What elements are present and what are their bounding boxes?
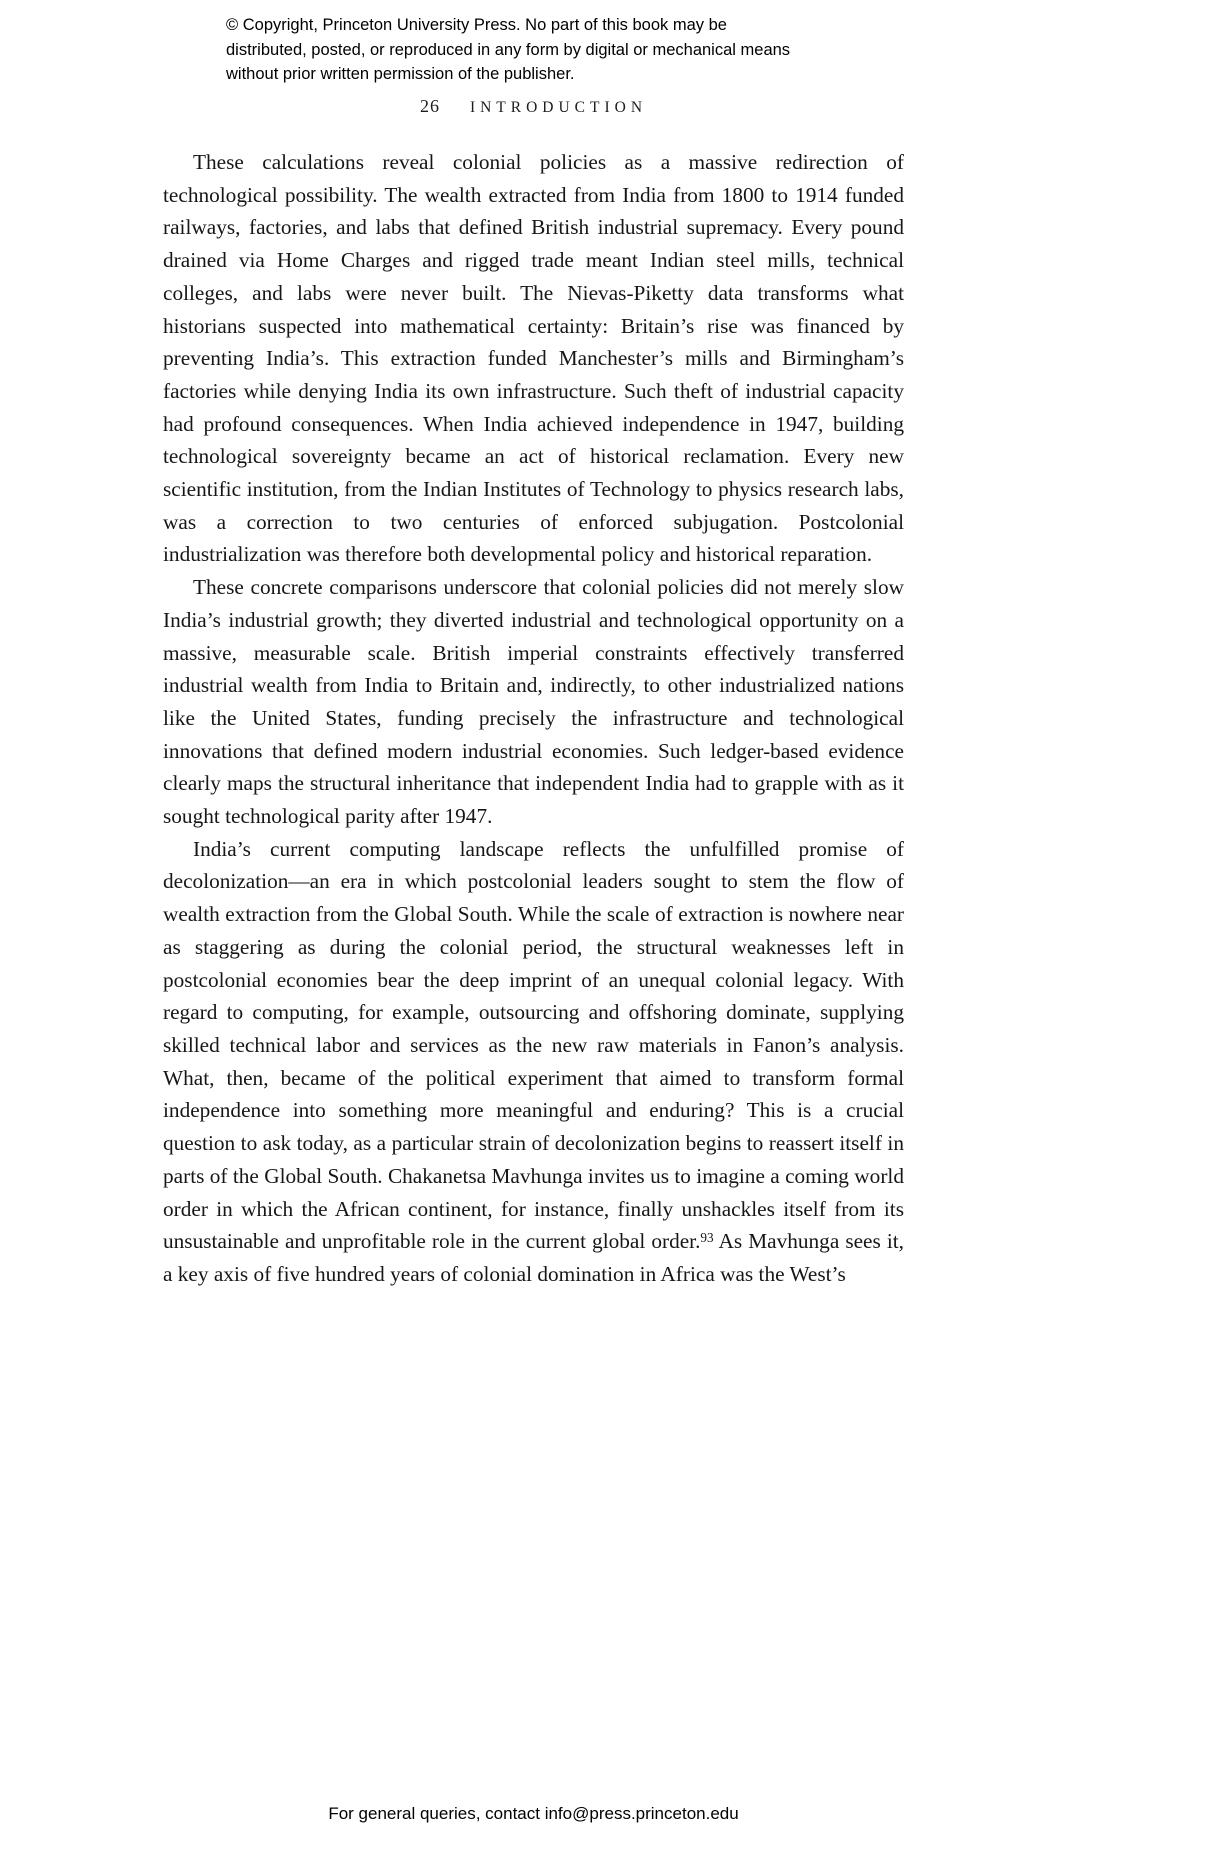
body-text [163,146,904,1291]
footnote-reference-93: 93 [700,1230,714,1246]
paragraph-3-text: India’s current computing landscape reflects the unfulfilled promise of decolonization—an era in which postcolonial leaders sought to stem the flow of wealth extraction from the Global South. While the scale of extraction is nowhere near as staggering as during the colonial period, the structural weaknesses left in postcolonial economies bear the deep imprint of an unequal colonial legacy. With regard to computing, for example, outsourcing and offshoring dominate, supplying skilled technical labor and services as the new raw materials in Fanon’s analysis. What, then, became of the political experiment that aimed to transform formal independence into something more meaningful and enduring? This is a crucial question to ask today, as a particular strain of decolonization begins to reassert itself in parts of the Global South. Chakanetsa Mavhunga invites us to imagine a coming world order in which the African continent, for instance, finally unshackles itself from its unsustainable and unprofitable role in the current global order. [163,836,904,1254]
paragraph-1: These calculations reveal colonial policies as a massive redirection of technological possibility. The wealth extracted from India from 1800 to 1914 funded railways, factories, and labs that defined British industrial supremacy. Every pound drained via Home Charges and rigged trade meant Indian steel mills, technical colleges, and labs were never built. The Nievas-Piketty data transforms what historians suspected into mathematical certainty: Britain’s rise was financed by preventing India’s. This extraction funded Manchester’s mills and Birmingham’s factories while denying India its own infrastructure. Such theft of industrial capacity had profound consequences. When India achieved independence in 1947, building technological sovereignty became an act of historical reclamation. Every new scientific institution, from the Indian Institutes of Technology to physics research labs, was a correction to two centuries of enforced subjugation. Postcolonial industrialization was therefore both developmental policy and historical reparation. [163,150,904,567]
page-number: 26 [419,96,440,116]
paragraph-2: These concrete comparisons underscore that colonial policies did not merely slow India’s industrial growth; they diverted industrial and technological opportunity on a massive, measurable scale. British imperial constraints effectively transferred industrial wealth from India to Britain and, indirectly, to other industrialized nations like the United States, funding precisely the infrastructure and technological innovations that defined modern industrial economies. Such ledger-based evidence clearly maps the structural inheritance that independent India had to grapple with as it sought technological parity after 1947. [163,575,904,829]
footer-contact: For general queries, contact info@press.princeton.edu [328,1804,739,1823]
copyright-notice: © Copyright, Princeton University Press. No part of this book may be distributed, posted, or reproduced in any form by digital or mechanical means without prior written permission of the publisher. [226,16,791,83]
paragraph-3-continuation: As Mavhunga sees it, a key axis of five hundred years of colonial domination in Africa was the West’s [163,1229,904,1286]
paragraph-3 [163,833,904,1291]
running-header [163,96,904,117]
section-title: INTRODUCTION [469,99,648,116]
